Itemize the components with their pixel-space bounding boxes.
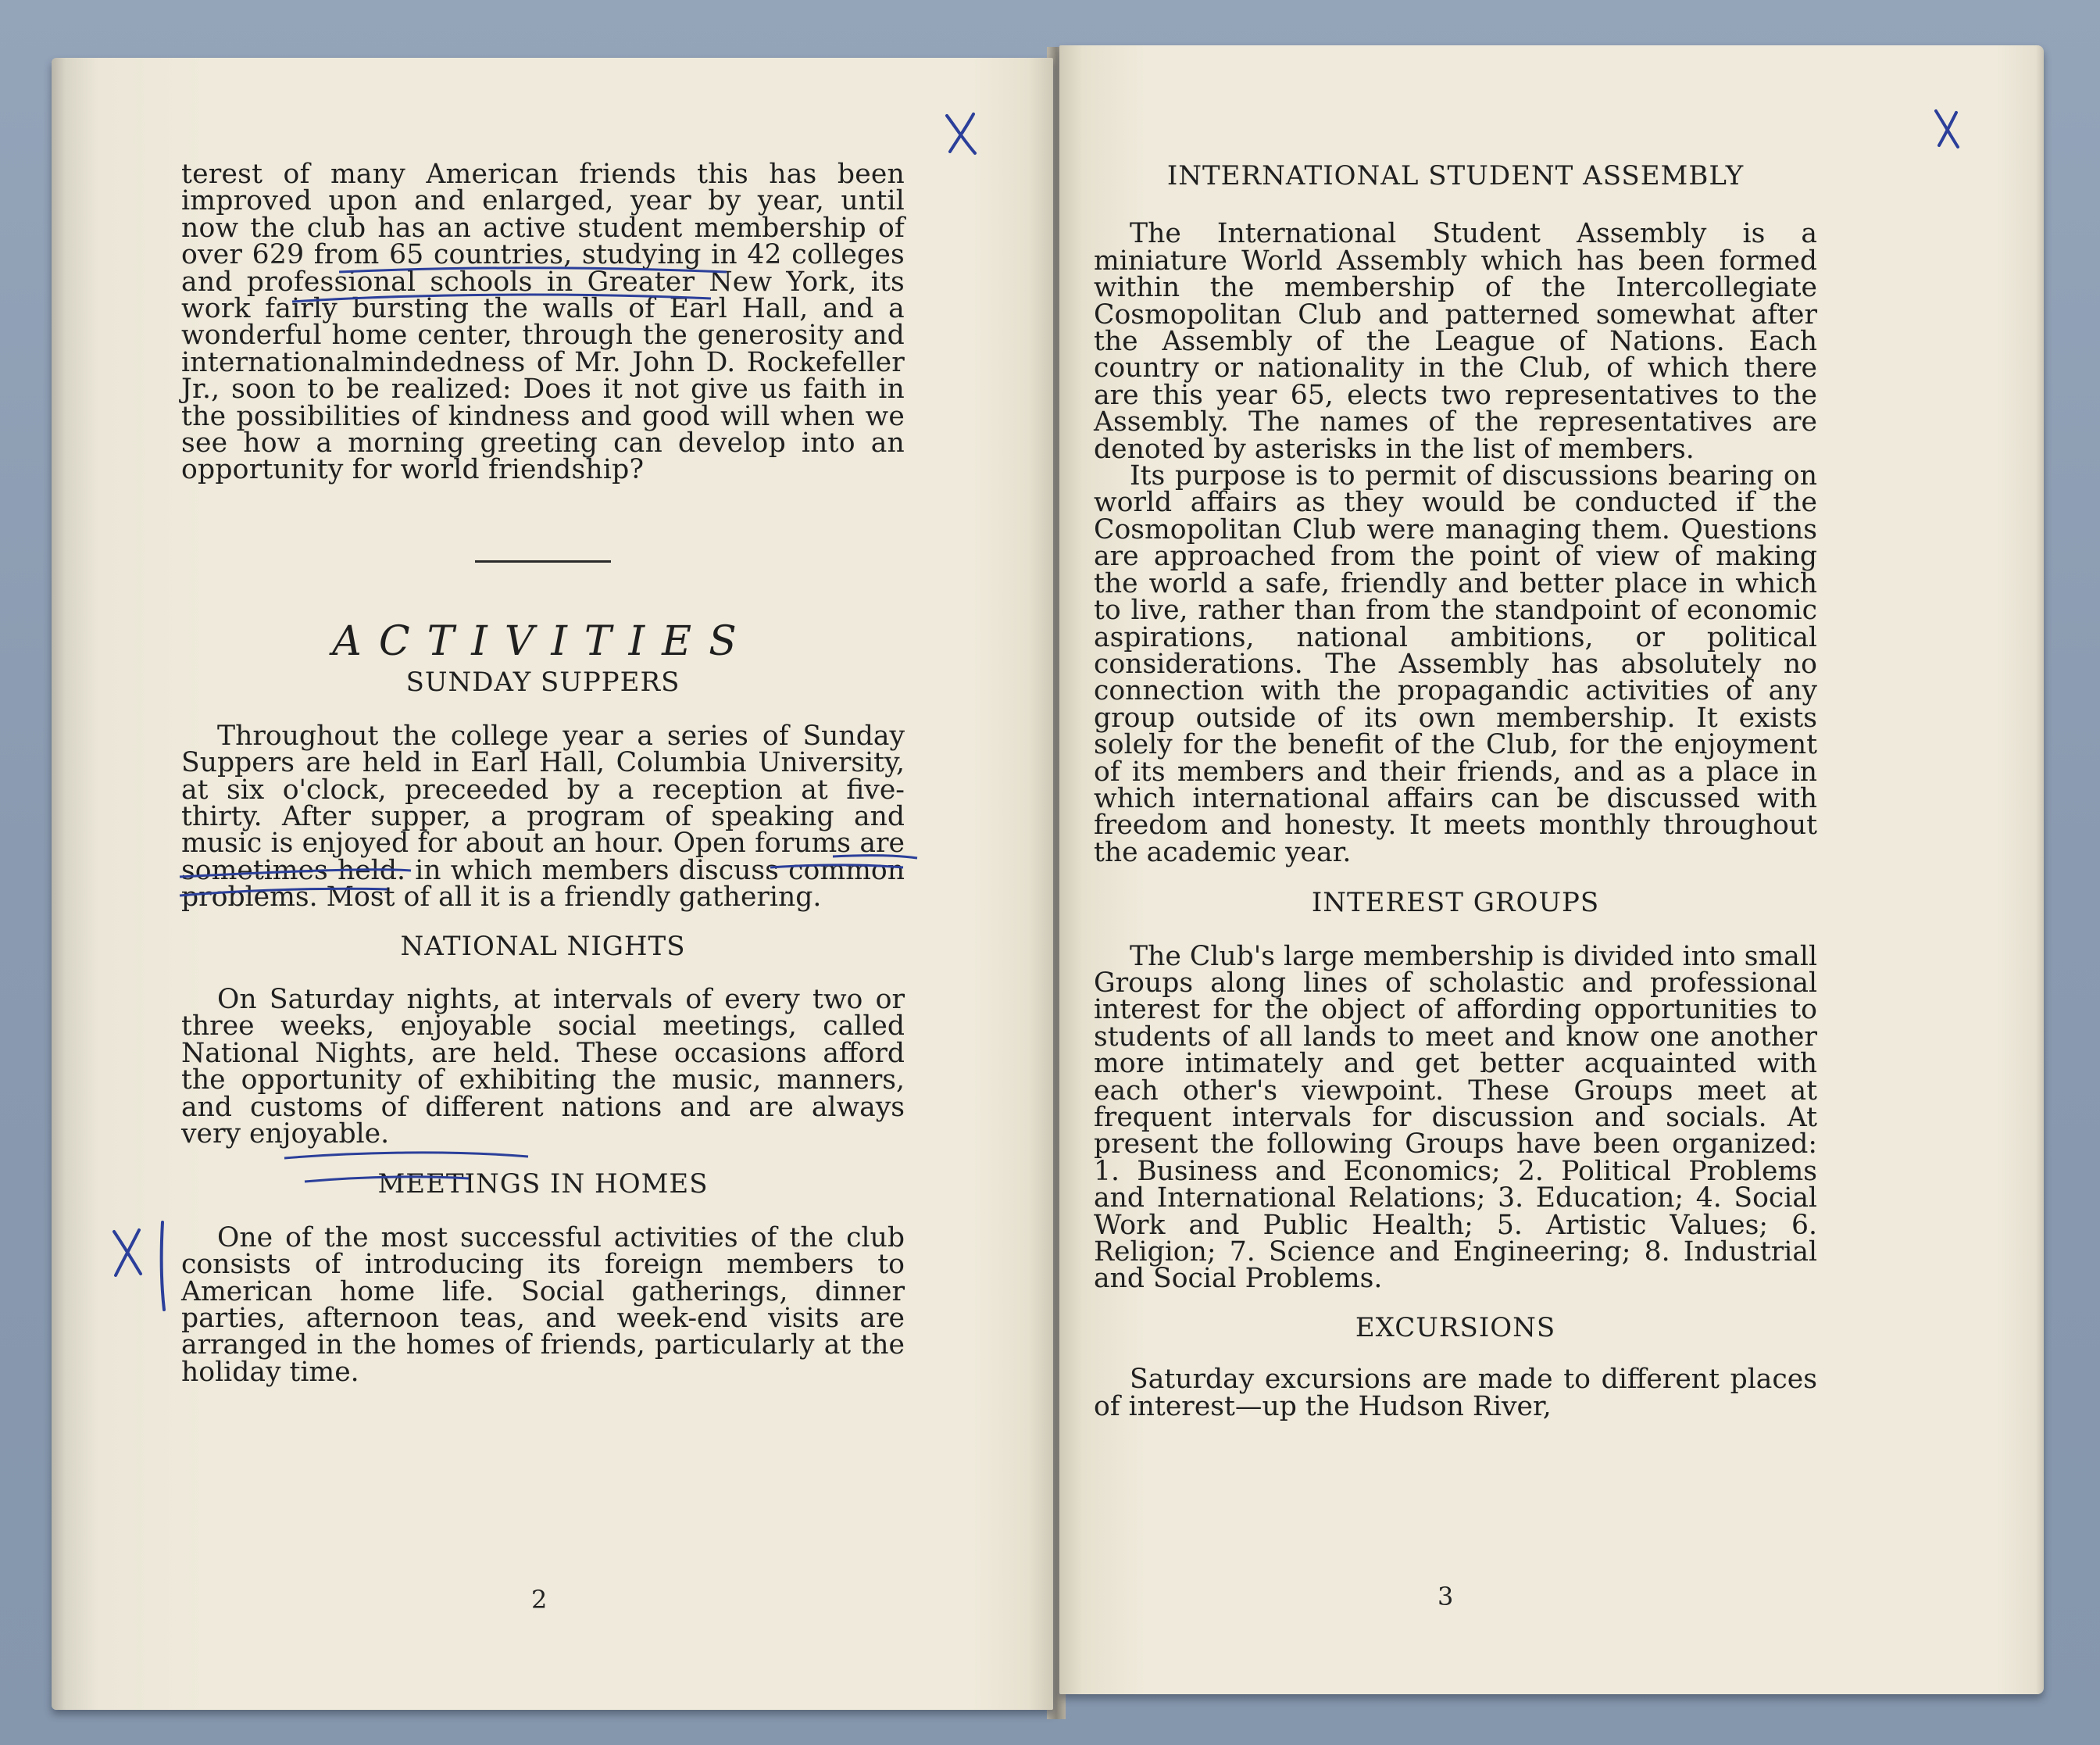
assembly-paragraph-1: The International Student Assembly is a miniature World Assembly which has been formed within the membership of the Intercollegiate Cosmopolitan Club and patterned somewhat after the Assembly of the League of Nations. Each country or nationality in the Club, of which there are this year 65, elects two representatives to the Assembly. The names of the representatives are denoted by asterisks in the list of members. <box>1094 218 1817 465</box>
meetings-in-homes-text: One of the most successful activities of the club consists of introducing its foreign members to American home life. Social gatherings, dinner parties, afternoon teas, and week-end visits are arranged in the homes of friends, particularly at the holiday time. <box>181 1221 905 1388</box>
national-nights-text: On Saturday nights, at intervals of every two or three weeks, enjoyable social meetings, called National Nights, are held. These occasions afford the opportunity of exhibiting the music, manners, and customs of different nations and are always very enjoyable. <box>181 983 905 1150</box>
sunday-suppers-text: Throughout the college year a series of Sunday Suppers are held in Earl Hall, Columbia University, at six o'clock, preceeded by a reception at five-thirty. After supper, a program of speaking and music is enjoyed for about an hour. Open forums are sometimes held. in which members discuss common problems. Most of all it is a friendly gathering. <box>181 720 905 914</box>
meetings-in-homes-heading: MEETINGS IN HOMES <box>377 1168 709 1200</box>
assembly-heading: INTERNATIONAL STUDENT ASSEMBLY <box>1166 160 1745 191</box>
right-page-text <box>1094 160 1817 1422</box>
pen-x-mark-right-top <box>1930 108 1966 152</box>
interest-groups-heading: INTEREST GROUPS <box>1311 887 1600 919</box>
left-page-text <box>181 161 905 1386</box>
national-nights-heading: NATIONAL NIGHTS <box>400 930 686 962</box>
pen-underline-sunday <box>177 844 927 899</box>
sunday-suppers-heading: SUNDAY SUPPERS <box>405 667 680 699</box>
excursions-text: Saturday excursions are made to different places of interest—up the Hudson River, <box>1094 1364 1817 1422</box>
intro-paragraph: terest of many American friends this has been improved upon and enlarged, year by year, until now the club has an active student membership of over 629 from 65 countries, studying in 42 colleges and professional schools in Greater New York, its work fairly bursting the walls of Earl Hall, and a wonderful home center, through the generosity and internationalmindedness of Mr. John D. Rockefeller Jr., soon to be realized: Does it not give us faith in the possibilities of kindness and good will when we see how a morning greeting can develop into an opportunity for world friendship? <box>181 159 905 486</box>
pen-underline-colleges <box>289 292 727 316</box>
activities-title: ACTIVITIES <box>332 617 754 665</box>
pen-x-mark-left-top <box>942 111 981 158</box>
page-number-left: 2 <box>531 1585 548 1614</box>
interest-groups-text: The Club's large membership is divided into small Groups along lines of scholastic and professional interest for the object of affording opportunities to students of all lands to meet and know one another more intimately and get better acquainted with each other's viewpoint. These Groups meet at frequent intervals for discussion and socials. At present the following Groups have been organized: 1. Business and Economics; 2. Political Problems and International Relations; 3. Education; 4. Social Work and Public Health; 5. Artistic Values; 6. Religion; 7. Science and Engineering; 8. Industrial and Social Problems. <box>1094 940 1817 1295</box>
page-number-right: 3 <box>1438 1582 1454 1611</box>
excursions-heading: EXCURSIONS <box>1355 1311 1556 1343</box>
assembly-paragraph-2: Its purpose is to permit of discussions bearing on world affairs as they would be conducted if the Cosmopolitan Club were managing them. Questions are approached from the point of view of making the world a safe, friendly and better place in which to live, rather than from the standpoint of economic aspirations, national ambitions, or political considerations. The Assembly has absolutely no connection with the propagandic activities of any group outside of its own membership. It exists solely for the benefit of the Club, for the enjoyment of its members and their friends, and as a place in which international affairs can be discussed with freedom and honesty. It meets monthly throughout the academic year. <box>1094 460 1817 868</box>
pen-x-mark-margin <box>109 1219 180 1313</box>
pen-underline-saturday <box>281 1147 547 1186</box>
